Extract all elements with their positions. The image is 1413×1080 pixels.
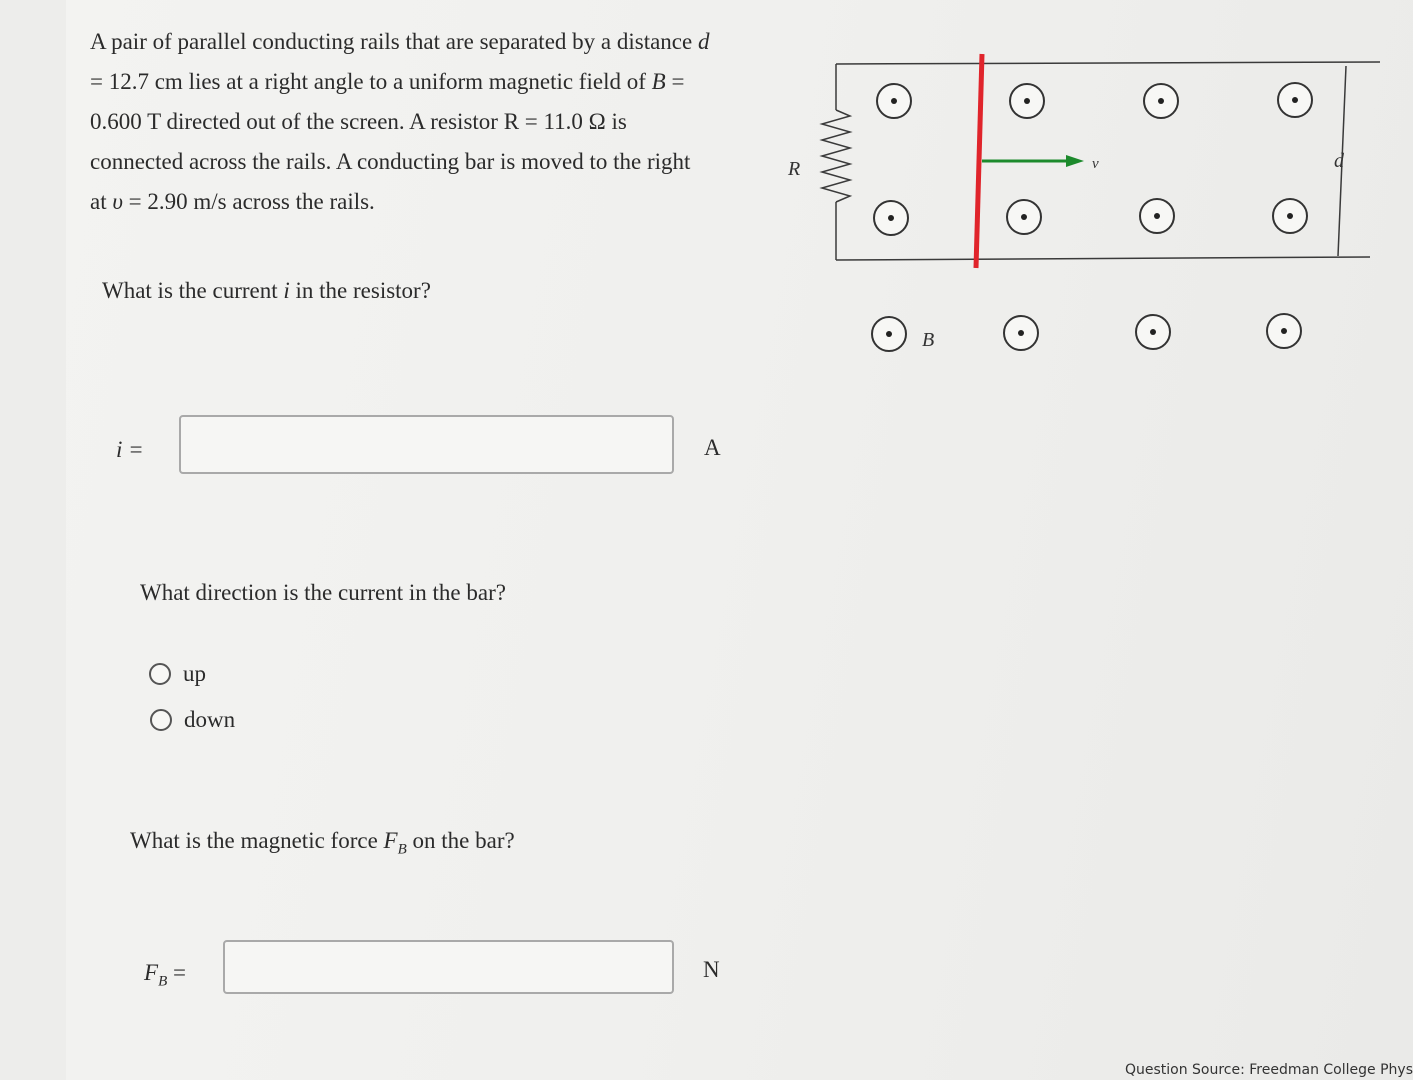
radio-down[interactable] [150, 709, 172, 731]
velocity-arrowhead-icon [1066, 155, 1084, 167]
direction-option-down[interactable] [150, 707, 235, 733]
question-force: What is the magnetic force $F_B$ on the bar? [130, 828, 515, 858]
b-variable: B [651, 69, 666, 94]
problem-text-3: = 0.600 T directed out of the screen. A resistor R = 11.0 Ω is connected across the rails. A conducting bar is moved to the right at [90, 69, 691, 214]
force-unit: N [703, 957, 720, 982]
problem-text-4: = 2.90 m/s across the rails. [122, 189, 375, 214]
force-answer-input[interactable] [223, 940, 674, 994]
conducting-bar [976, 54, 982, 268]
current-unit: A [704, 435, 721, 460]
problem-statement [90, 22, 710, 222]
separation-label: d [1334, 150, 1344, 172]
option-down-label: down [184, 707, 236, 732]
field-row-2 [874, 199, 1307, 235]
radio-up[interactable] [149, 663, 171, 685]
resistor-label: R [788, 158, 801, 180]
problem-text-2: = 12.7 cm lies at a right angle to a uniform magnetic field of [90, 69, 652, 94]
question-current: What is the current i in the resistor? [102, 278, 431, 303]
option-up-label: up [183, 661, 206, 686]
field-row-3 [872, 314, 1301, 351]
bottom-rail [836, 257, 1370, 260]
field-row-1 [877, 83, 1312, 118]
force-label: $F_B$ = [144, 960, 186, 990]
v-variable: υ [112, 189, 123, 214]
current-variable: i [283, 278, 290, 303]
current-label: i = [116, 437, 144, 462]
d-variable: d [697, 29, 710, 54]
question-direction: What direction is the current in the bar? [140, 580, 506, 605]
question-source: Question Source: Freedman College Phys [1124, 1062, 1413, 1078]
circuit-diagram [760, 40, 1400, 370]
direction-option-up[interactable] [149, 661, 206, 687]
current-answer-input[interactable] [179, 415, 674, 474]
force-variable: F [383, 828, 398, 853]
top-rail [836, 62, 1380, 64]
resistor-icon [822, 110, 850, 202]
field-label: B [922, 329, 935, 351]
velocity-label: v [1092, 156, 1099, 172]
problem-text-1: A pair of parallel conducting rails that are separated by a distance [90, 29, 698, 54]
